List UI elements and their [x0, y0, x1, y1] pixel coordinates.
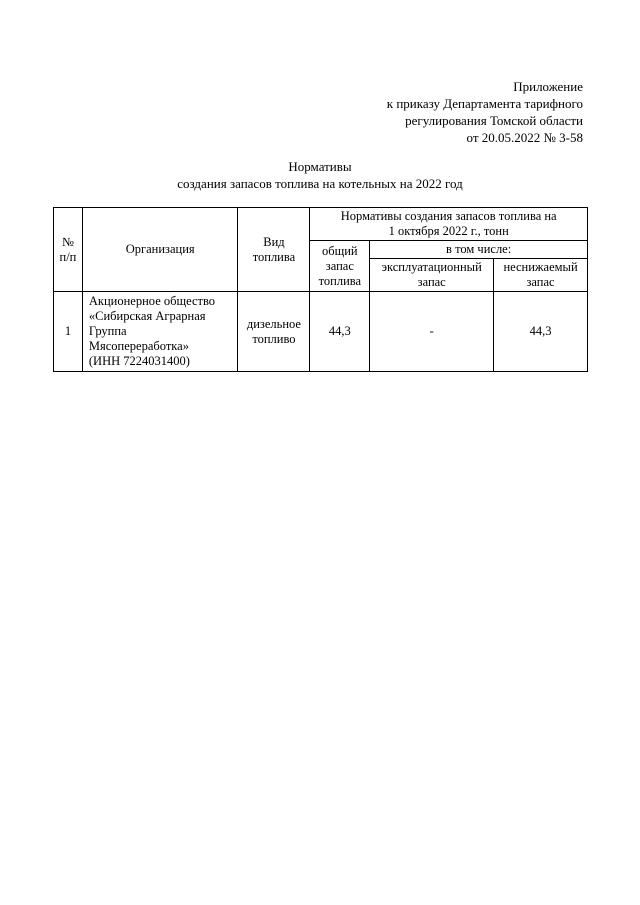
appendix-line: к приказу Департамента тарифного [386, 96, 583, 111]
header-fuel-type: Вид топлива [238, 208, 310, 292]
header-total: общий запас топлива [310, 241, 370, 292]
table-row [54, 292, 588, 372]
title-line: Нормативы [288, 159, 352, 174]
header-num: № п/п [54, 208, 83, 292]
header-norms: Нормативы создания запасов топлива на 1 октября 2022 г., тонн [310, 208, 588, 241]
table-header-row [54, 208, 588, 241]
cell-num: 1 [54, 292, 83, 372]
cell-total: 44,3 [310, 292, 370, 372]
cell-org: Акционерное общество «Сибирская Аграрная Группа Мясопереработка» (ИНН 7224031400) [82, 292, 238, 372]
cell-operational: - [370, 292, 494, 372]
title-line: создания запасов топлива на котельных на 2022 год [177, 176, 463, 191]
cell-fuel-type: дизельное топливо [238, 292, 310, 372]
header-irreducible: неснижаемый запас [494, 259, 588, 292]
appendix-line: регулирования Томской области [405, 113, 583, 128]
header-operational: эксплуатационный запас [370, 259, 494, 292]
appendix-block [283, 78, 583, 146]
header-including: в том числе: [370, 241, 588, 259]
cell-irreducible: 44,3 [494, 292, 588, 372]
document-title [0, 158, 640, 192]
appendix-line: Приложение [513, 79, 583, 94]
appendix-line: от 20.05.2022 № 3-58 [466, 130, 583, 145]
norms-table [53, 207, 588, 372]
header-org: Организация [82, 208, 238, 292]
